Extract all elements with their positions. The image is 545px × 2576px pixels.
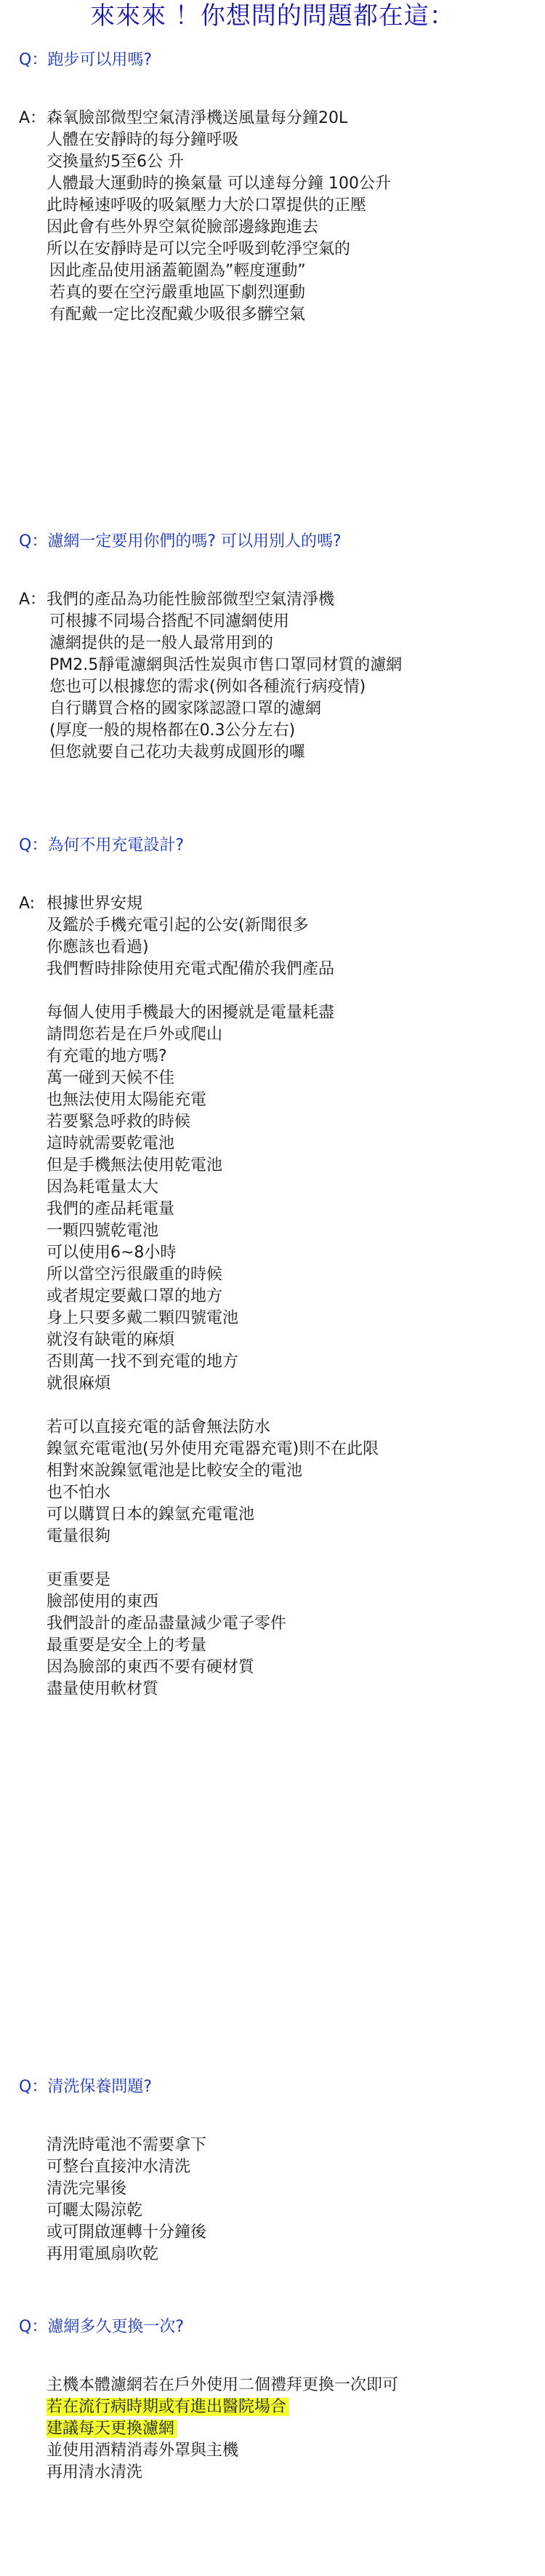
highlight-mark: 建議每天更換濾網 xyxy=(47,2420,177,2438)
answer-line: 因此會有些外界空氣從臉部邊緣跑進去 xyxy=(47,218,319,236)
answer-line: 請問您若是在戶外或爬山 xyxy=(47,1025,223,1044)
answer-line: 或可開啟運轉十分鐘後 xyxy=(47,2223,207,2241)
answer-line: 有配戴一定比沒配戴少吸很多髒空氣 xyxy=(49,305,306,324)
answer-5 xyxy=(47,2375,398,2484)
answer-line: 但是手機無法使用乾電池 xyxy=(47,1156,223,1175)
answer-4 xyxy=(47,2135,206,2265)
answer-line: 可整台直接沖水清洗 xyxy=(47,2158,191,2176)
answer-1 xyxy=(47,108,391,326)
answer-line xyxy=(47,980,379,1002)
answer-line-highlighted xyxy=(47,2396,398,2418)
page-title: 來來來 ！你想問的問題都在這： xyxy=(90,1,455,31)
answer-line: 萬一碰到天候不佳 xyxy=(47,1069,175,1087)
answer-line: 清洗完畢後 xyxy=(47,2180,127,2198)
answer-line: 我們暫時排除使用充電式配備於我們產品 xyxy=(47,960,335,978)
answer-line: PM2.5靜電濾網與活性炭與市售口罩同材質的濾網 xyxy=(49,656,403,674)
answer-line: 所以在安靜時是可以完全呼吸到乾淨空氣的 xyxy=(47,240,351,258)
answer-line: 臉部使用的東西 xyxy=(47,1593,159,1611)
answer-line xyxy=(47,1548,379,1569)
answer-line: 一顆四號乾電池 xyxy=(47,1222,159,1240)
question-1: Q：跑步可以用嗎? xyxy=(19,51,152,69)
answer-line: 我們的產品耗電量 xyxy=(47,1200,175,1218)
question-4: Q：清洗保養問題? xyxy=(19,2078,152,2096)
answer-line: 身上只要多戴二顆四號電池 xyxy=(47,1309,239,1327)
answer-line-highlighted xyxy=(47,2418,398,2440)
answer-line: 這時就需要乾電池 xyxy=(47,1135,175,1153)
answer-line: 也無法使用太陽能充電 xyxy=(47,1091,207,1109)
answer-line: 此時極速呼吸的吸氣壓力大於口罩提供的正壓 xyxy=(47,196,367,215)
answer-line: 根據世界安規 xyxy=(47,895,143,913)
answer-line: 可根據不同場合搭配不同濾網使用 xyxy=(49,612,290,631)
answer-line: 就很麻煩 xyxy=(47,1375,111,1393)
answer-line: 您也可以根據您的需求(例如各種流行病疫情) xyxy=(49,678,366,696)
answer-line: 若要緊急呼救的時候 xyxy=(47,1113,191,1131)
answer-line: 電量很夠 xyxy=(47,1527,111,1545)
answer-line: 自行購買合格的國家隊認證口罩的濾網 xyxy=(49,700,322,718)
question-3: Q：為何不用充電設計? xyxy=(19,836,184,855)
answer-line: (厚度一般的規格都在0.3公分左右) xyxy=(49,721,296,740)
answer-line: 及鑑於手機充電引起的公安(新聞很多 xyxy=(47,916,309,935)
answer-prefix-1: A： xyxy=(19,109,47,127)
answer-line: 人體在安靜時的每分鐘呼吸 xyxy=(47,131,239,149)
answer-line: 所以當空污很嚴重的時候 xyxy=(47,1265,223,1284)
answer-line: 並使用酒精消毒外罩與主機 xyxy=(47,2441,239,2460)
answer-line: 可以購買日本的鎳氫充電電池 xyxy=(47,1505,255,1524)
answer-3 xyxy=(47,893,379,1700)
answer-line: 否則萬一找不到充電的地方 xyxy=(47,1353,239,1371)
answer-line: 可曬太陽涼乾 xyxy=(47,2201,143,2220)
answer-line: 再用清水清洗 xyxy=(47,2463,143,2481)
answer-line: 相對來說鎳氫電池是比較安全的電池 xyxy=(47,1462,303,1480)
answer-line: 因為臉部的東西不要有硬材質 xyxy=(47,1658,255,1676)
answer-line: 或者規定要戴口罩的地方 xyxy=(47,1287,223,1305)
answer-line xyxy=(47,1395,379,1417)
answer-line: 森氧臉部微型空氣清淨機送風量每分鐘20L xyxy=(47,109,348,127)
answer-line: 但您就要自己花功夫裁剪成圓形的囉 xyxy=(49,743,306,761)
answer-line: 我們的產品為功能性臉部微型空氣清淨機 xyxy=(47,591,335,609)
answer-line: 就沒有缺電的麻煩 xyxy=(47,1331,175,1349)
answer-line: 鎳氫充電電池(另外使用充電器充電)則不在此限 xyxy=(47,1440,379,1458)
answer-prefix-2: A： xyxy=(19,591,47,609)
answer-line: 若可以直接充電的話會無法防水 xyxy=(47,1418,271,1436)
answer-line: 交換量約5至6公 升 xyxy=(47,153,184,171)
answer-line: 我們設計的產品盡量減少電子零件 xyxy=(47,1615,287,1633)
question-2: Q：濾網一定要用你們的嗎? 可以用別人的嗎? xyxy=(19,532,342,551)
answer-line: 也不怕水 xyxy=(47,1484,111,1502)
answer-line: 清洗時電池不需要拿下 xyxy=(47,2136,207,2154)
answer-line: 濾網提供的是一般人最常用到的 xyxy=(49,634,274,652)
answer-2 xyxy=(47,589,402,764)
question-5: Q：濾網多久更換一次? xyxy=(19,2318,184,2336)
answer-line: 主機本體濾網若在戶外使用二個禮拜更換一次即可 xyxy=(47,2376,399,2394)
answer-line: 人體最大運動時的換氣量 可以達每分鐘 100公升 xyxy=(47,175,391,193)
answer-line: 再用電風扇吹乾 xyxy=(47,2245,159,2263)
answer-line: 因此產品使用涵蓋範圍為”輕度運動” xyxy=(49,262,306,280)
answer-prefix-3: A: xyxy=(19,895,36,913)
answer-line: 更重要是 xyxy=(47,1571,111,1589)
answer-line: 可以使用6~8小時 xyxy=(47,1244,177,1262)
answer-line: 若真的要在空污嚴重地區下劇烈運動 xyxy=(49,284,306,302)
answer-line: 最重要是安全上的考量 xyxy=(47,1636,207,1655)
highlight-mark: 若在流行病時期或有進出醫院場合 xyxy=(47,2398,289,2416)
answer-line: 盡量使用軟材質 xyxy=(47,1680,159,1698)
answer-line: 因為耗電量太大 xyxy=(47,1178,159,1196)
answer-line: 每個人使用手機最大的困擾就是電量耗盡 xyxy=(47,1004,335,1022)
answer-line: 你應該也看過) xyxy=(47,938,149,956)
answer-line: 有充電的地方嗎? xyxy=(47,1047,167,1065)
